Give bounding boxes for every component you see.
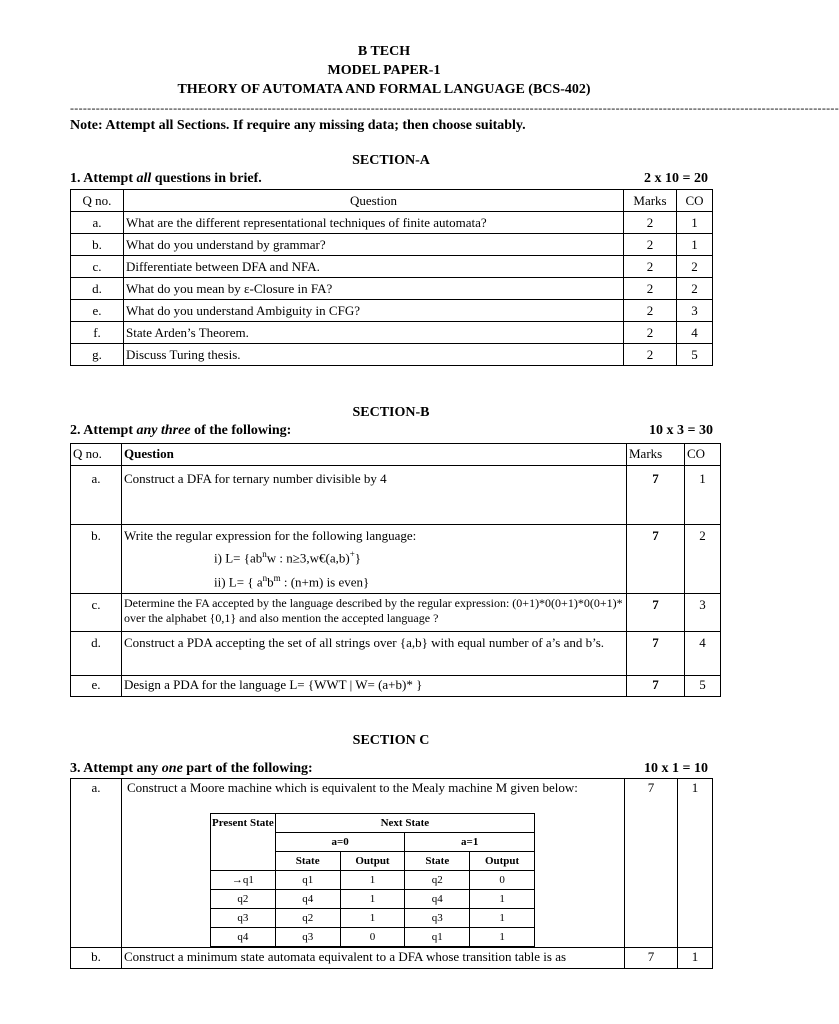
question-cell: [122, 779, 625, 948]
header-paper: MODEL PAPER-1: [327, 63, 441, 78]
co-cell: 5: [677, 344, 713, 366]
mealy-header-row: [211, 814, 535, 833]
section-c-instruction: 3. Attempt any one part of the following:: [70, 761, 313, 776]
language-i: i) $L= \{ab^nw$ : n≥3,w€(a,b)+}: [214, 549, 362, 566]
mealy-cell: q3: [211, 909, 276, 928]
section-a-marks: 2 x 10 = 20: [644, 171, 708, 186]
header-marks: Marks: [627, 444, 685, 466]
mealy-output-header: Output: [470, 852, 535, 871]
mealy-cell: q1: [275, 871, 340, 890]
table-row: [71, 525, 721, 594]
section-c-title: SECTION C: [352, 733, 430, 748]
marks-cell: 7: [625, 779, 678, 948]
mealy-cell: 1: [470, 890, 535, 909]
marks-cell: 7: [627, 466, 685, 525]
mealy-cell: q2: [405, 871, 470, 890]
section-b-instruction: 2. Attempt any three of the following:: [70, 423, 292, 438]
qno-cell: b.: [71, 525, 122, 594]
mealy-output-header: Output: [340, 852, 405, 871]
section-a-title: SECTION-A: [352, 153, 430, 168]
co-cell: 2: [685, 525, 721, 594]
question-cell: Construct a minimum state automata equivalent to a DFA whose transition table is as: [122, 948, 625, 969]
mealy-cell: 1: [340, 890, 405, 909]
mealy-cell: q4: [211, 928, 276, 947]
mealy-cell: →q1: [211, 871, 276, 890]
marks-cell: 7: [627, 675, 685, 696]
header-degree: B TECH: [357, 44, 411, 59]
qno-cell: g.: [71, 344, 124, 366]
mealy-cell: 1: [470, 928, 535, 947]
mealy-cell: 1: [470, 909, 535, 928]
question-cell: Determine the FA accepted by the language described by the regular expression: (0+1)*0(0+1)*0(0+1)* over the alphabet {0,1} and also mention the accepted language ?: [122, 593, 627, 631]
table-row: [71, 212, 713, 234]
header-co: CO: [685, 444, 721, 466]
co-cell: 3: [677, 300, 713, 322]
qno-cell: a.: [71, 466, 122, 525]
section-a-instruction: 1. Attempt all questions in brief.: [70, 171, 262, 186]
section-a-table: [70, 189, 713, 366]
qno-cell: e.: [71, 675, 122, 696]
section-b-table: [70, 443, 721, 697]
co-cell: 1: [677, 234, 713, 256]
table-header-row: [71, 190, 713, 212]
qno-cell: a.: [71, 779, 122, 948]
table-row: [71, 278, 713, 300]
mealy-cell: q3: [405, 909, 470, 928]
mealy-cell: 0: [340, 928, 405, 947]
section-c-table: [70, 778, 713, 969]
marks-cell: 2: [624, 256, 677, 278]
question-cell: What do you mean by ε-Closure in FA?: [124, 278, 624, 300]
mealy-cell: q1: [405, 928, 470, 947]
table-row: [71, 344, 713, 366]
section-c-marks: 10 x 1 = 10: [644, 761, 708, 776]
table-row: [71, 322, 713, 344]
mealy-cell: q4: [405, 890, 470, 909]
qno-cell: a.: [71, 212, 124, 234]
qno-cell: d.: [71, 631, 122, 675]
table-row: [71, 631, 721, 675]
question-text: Write the regular expression for the following language:: [124, 528, 417, 543]
marks-cell: 2: [624, 344, 677, 366]
co-cell: 1: [677, 212, 713, 234]
table-row: [71, 256, 713, 278]
marks-cell: 2: [624, 212, 677, 234]
marks-cell: 2: [624, 234, 677, 256]
mealy-cell: q4: [275, 890, 340, 909]
marks-cell: 2: [624, 300, 677, 322]
mealy-cell: 1: [340, 909, 405, 928]
section-b-title: SECTION-B: [352, 405, 430, 420]
mealy-row: [211, 909, 535, 928]
mealy-cell: q3: [275, 928, 340, 947]
co-cell: 4: [677, 322, 713, 344]
mealy-present-state-header: Present State: [211, 814, 276, 871]
header-co: CO: [677, 190, 713, 212]
table-row: [71, 675, 721, 696]
section-b-marks: 10 x 3 = 30: [649, 423, 713, 438]
mealy-machine-table: [210, 813, 535, 947]
marks-cell: 2: [624, 322, 677, 344]
header-question: Question: [122, 444, 627, 466]
question-text: Construct a Moore machine which is equivalent to the Mealy machine M given below:: [127, 780, 578, 795]
mealy-row: [211, 928, 535, 947]
marks-cell: 7: [627, 593, 685, 631]
qno-cell: d.: [71, 278, 124, 300]
question-cell: Discuss Turing thesis.: [124, 344, 624, 366]
co-cell: 1: [685, 466, 721, 525]
header-question: Question: [124, 190, 624, 212]
table-row: [71, 466, 721, 525]
mealy-cell: q2: [275, 909, 340, 928]
note: Note: Attempt all Sections. If require any missing data; then choose suitably.: [70, 118, 526, 133]
mealy-input-a1: a=1: [405, 833, 535, 852]
table-row: [71, 593, 721, 631]
marks-cell: 7: [627, 525, 685, 594]
table-row: [71, 300, 713, 322]
mealy-cell: 0: [470, 871, 535, 890]
question-cell: What are the different representational techniques of finite automata?: [124, 212, 624, 234]
question-cell: What do you understand Ambiguity in CFG?: [124, 300, 624, 322]
question-cell: What do you understand by grammar?: [124, 234, 624, 256]
table-header-row: [71, 444, 721, 466]
header-subject: THEORY OF AUTOMATA AND FORMAL LANGUAGE (BCS-402): [177, 82, 591, 97]
question-cell: Construct a DFA for ternary number divisible by 4: [122, 466, 627, 525]
header-qno: Q no.: [71, 190, 124, 212]
dashed-rule: -----------------------------------------------------------------------------------------------------------------------------------------------------------------------------------: [70, 101, 839, 115]
co-cell: 5: [685, 675, 721, 696]
mealy-cell: q2: [211, 890, 276, 909]
mealy-row: [211, 871, 535, 890]
question-cell: Design a PDA for the language L= {WWT | W= (a+b)* }: [122, 675, 627, 696]
mealy-state-header: State: [275, 852, 340, 871]
question-cell: Construct a PDA accepting the set of all strings over {a,b} with equal number of a’s and b’s.: [122, 631, 627, 675]
header-qno: Q no.: [71, 444, 122, 466]
qno-cell: c.: [71, 256, 124, 278]
table-row: [71, 234, 713, 256]
question-cell: State Arden’s Theorem.: [124, 322, 624, 344]
qno-cell: e.: [71, 300, 124, 322]
mealy-next-state-header: Next State: [275, 814, 534, 833]
qno-cell: b.: [71, 234, 124, 256]
mealy-input-a0: a=0: [275, 833, 405, 852]
co-cell: 2: [677, 278, 713, 300]
language-ii: ii) L= { $a^nb^m$ : (n+m) is even}: [214, 573, 370, 590]
co-cell: 1: [678, 948, 713, 969]
table-row: [71, 779, 713, 948]
header-marks: Marks: [624, 190, 677, 212]
marks-cell: 2: [624, 278, 677, 300]
marks-cell: 7: [625, 948, 678, 969]
co-cell: 2: [677, 256, 713, 278]
question-cell: Differentiate between DFA and NFA.: [124, 256, 624, 278]
co-cell: 3: [685, 593, 721, 631]
mealy-state-header: State: [405, 852, 470, 871]
marks-cell: 7: [627, 631, 685, 675]
question-cell: [122, 525, 627, 594]
qno-cell: f.: [71, 322, 124, 344]
co-cell: 1: [678, 779, 713, 948]
table-row: [71, 948, 713, 969]
co-cell: 4: [685, 631, 721, 675]
mealy-row: [211, 890, 535, 909]
qno-cell: c.: [71, 593, 122, 631]
qno-cell: b.: [71, 948, 122, 969]
mealy-cell: 1: [340, 871, 405, 890]
